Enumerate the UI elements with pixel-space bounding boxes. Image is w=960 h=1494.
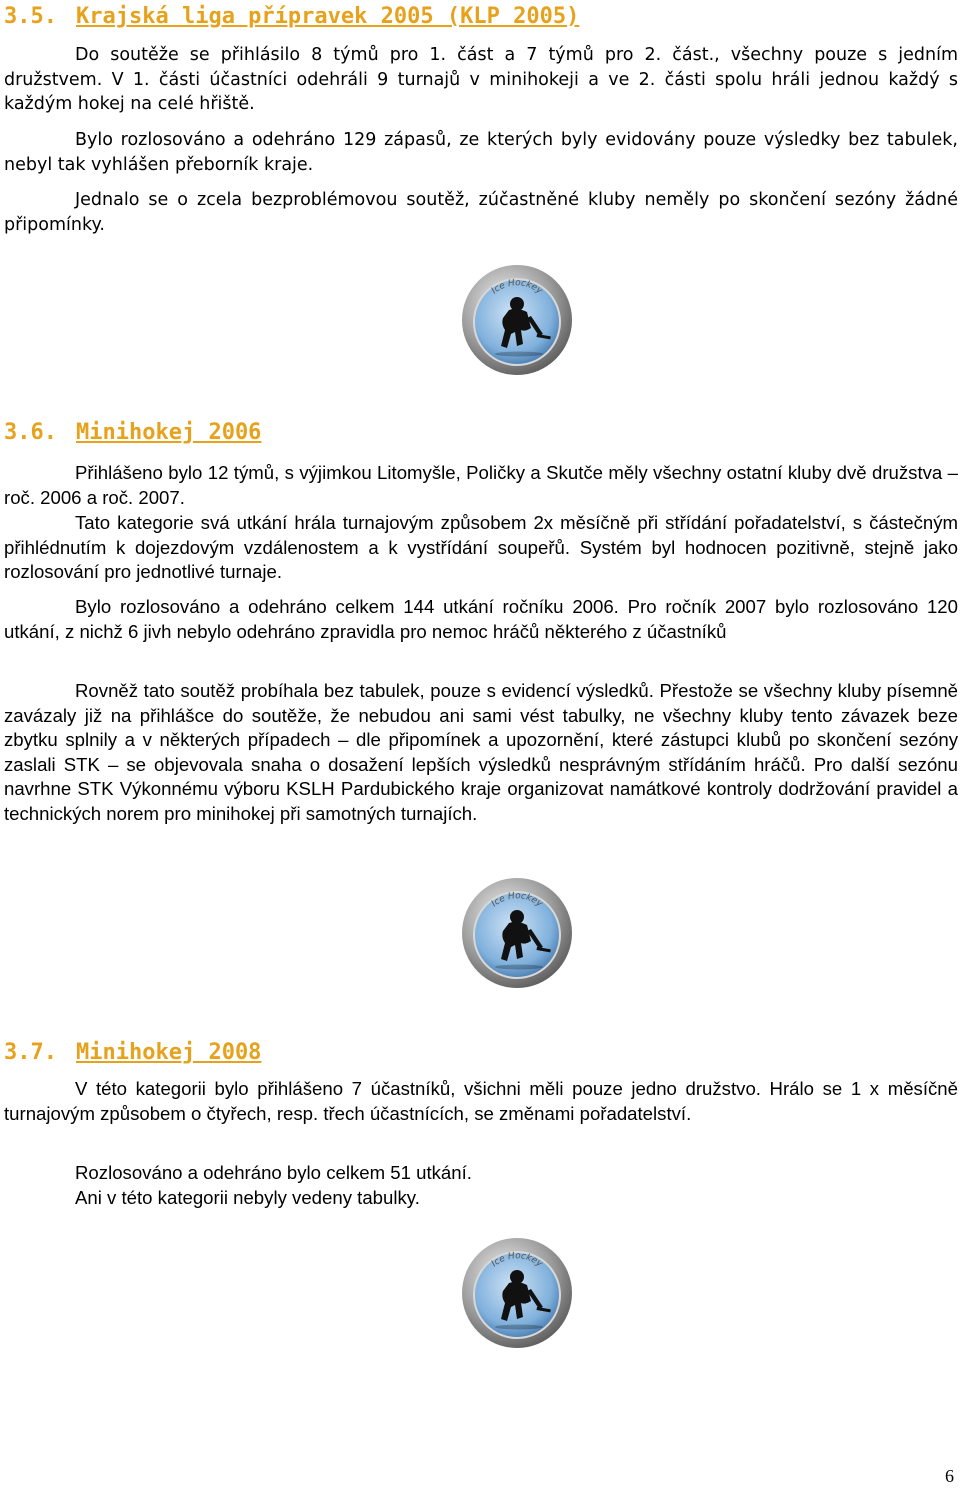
section-heading — [4, 420, 261, 445]
page-number: 6 — [945, 1466, 954, 1486]
paragraph: Přihlášeno bylo 12 týmů, s výjimkou Litomyšle, Poličky a Skutče měly všechny ostatní kluby dvě družstva – roč. 2006 a roč. 2007. — [4, 462, 958, 508]
paragraph: Rozlosováno a odehráno bylo celkem 51 utkání. — [75, 1162, 472, 1183]
section-number: 3.6. — [4, 420, 57, 445]
paragraph: Ani v této kategorii nebyly vedeny tabulky. — [75, 1187, 420, 1208]
section-title: Krajská liga přípravek 2005 (KLP 2005) — [76, 4, 580, 29]
section-title: Minihokej 2006 — [76, 420, 262, 445]
ice-hockey-logo-image — [459, 1235, 575, 1351]
section-heading — [4, 4, 579, 29]
paragraph: Bylo rozlosováno a odehráno celkem 144 utkání ročníku 2006. Pro ročník 2007 bylo rozlosováno 120 utkání, z nichž 6 jivh nebylo odehráno zpravidla pro nemoc hráčů některého z účastníků — [4, 596, 958, 642]
paragraph: Rovněž tato soutěž probíhala bez tabulek, pouze s evidencí výsledků. Přestože se všechny kluby písemně zavázaly již na přihlášce do soutěže, že nebudou ani sami vést tabulky, ne všechny kluby tento závazek beze zbytku splnily a v některých případech – dle připomínek a upozornění, které zástupci klubů po skončení sezóny zaslali STK – se objevovala snaha o dosažení lepších výsledků nesprávným střídáním hráčů. Pro další sezónu navrhne STK Výkonnému výboru KSLH Pardubického kraje organizovat namátkové kontroly dodržování pravidel a technických norem pro minihokej při samotných turnajích. — [4, 680, 958, 824]
paragraph: Bylo rozlosováno a odehráno 129 zápasů, ze kterých byly evidovány pouze výsledky bez tabulek, nebyl tak vyhlášen přeborník kraje. — [4, 130, 958, 175]
svg-text:Ice Hockey: Ice Hockey — [489, 278, 544, 297]
svg-text:Ice Hockey: Ice Hockey — [489, 891, 544, 910]
ice-hockey-logo-image — [459, 262, 575, 378]
paragraph: Do soutěže se přihlásilo 8 týmů pro 1. část a 7 týmů pro 2. část., všechny pouze s jedním družstvem. V 1. části účastníci odehráli 9 turnajů v minihokeji a ve 2. části spolu hráli jednou každý s každým hokej na celé hřiště. — [4, 45, 958, 115]
paragraph: V této kategorii bylo přihlášeno 7 účastníků, všichni měli pouze jedno družstvo. Hrálo se 1 x měsíčně turnajovým způsobem o čtyřech, resp. třech účastnících, se změnami pořadatelství. — [4, 1078, 958, 1124]
ice-hockey-logo-image — [459, 875, 575, 991]
paragraph: Tato kategorie svá utkání hrála turnajovým způsobem 2x měsíčně při střídání pořadatelství, s částečným přihlédnutím k dojezdovým vzdálenostem a k vystřídání soupeřů. Systém byl hodnocen pozitivně, stejně jako rozlosování pro jednotlivé turnaje. — [4, 512, 958, 583]
svg-text:Ice Hockey: Ice Hockey — [489, 1251, 544, 1270]
section-heading — [4, 1040, 261, 1065]
section-title: Minihokej 2008 — [76, 1040, 262, 1065]
paragraph: Jednalo se o zcela bezproblémovou soutěž, zúčastněné kluby neměly po skončení sezóny žádné připomínky. — [4, 190, 958, 235]
section-number: 3.5. — [4, 4, 57, 29]
section-number: 3.7. — [4, 1040, 57, 1065]
